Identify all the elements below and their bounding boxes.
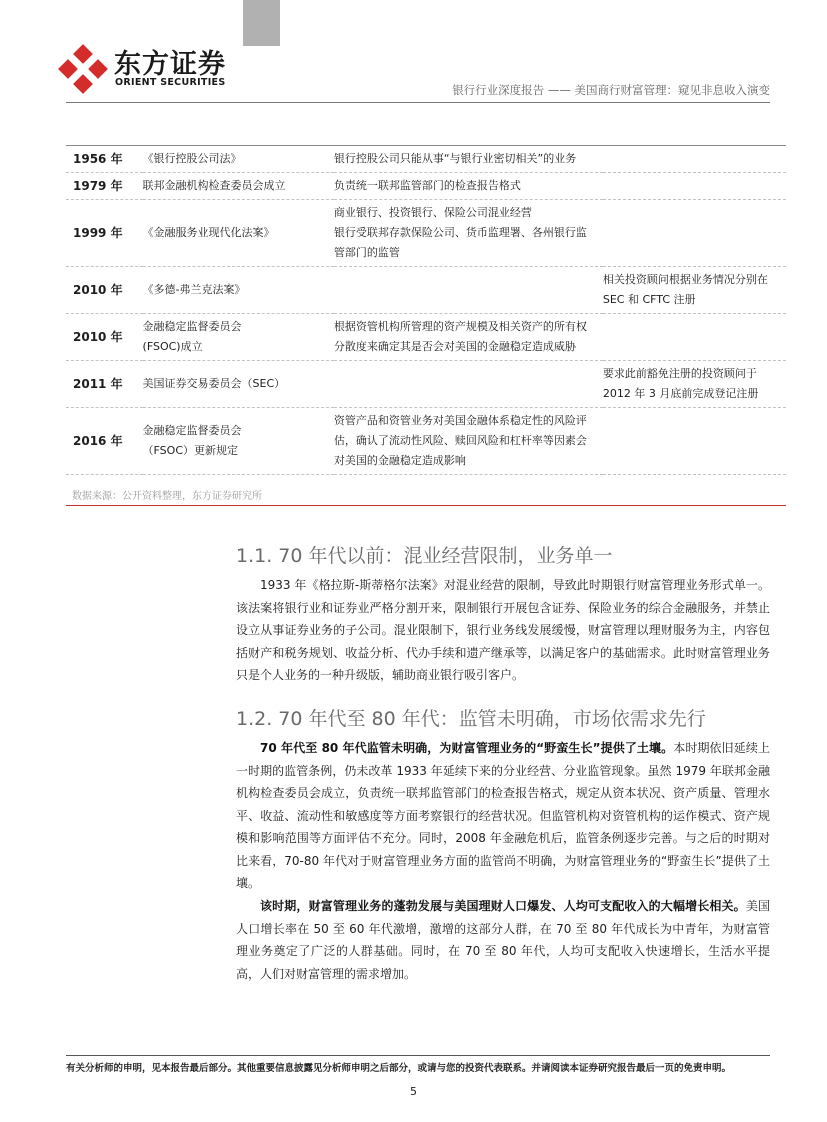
footer-divider: [66, 1055, 770, 1056]
paragraph-1-lead: 70 年代至 80 年代监管未明确，为财富管理业务的“野蛮生长”提供了土壤。: [260, 741, 674, 755]
table-bottom-rule: [66, 505, 786, 506]
note-cell: [603, 314, 786, 361]
paragraph-2-lead: 该时期，财富管理业务的蓬勃发展与美国理财人口爆发、人均可支配收入的大幅增长相关。: [260, 899, 746, 913]
content-cell-line: 商业银行、投资银行、保险公司混业经营: [333, 206, 532, 219]
law-cell: [143, 314, 334, 361]
content-cell-line: 根据资管机构所管理的资产规模及相关资产的所有权: [333, 320, 587, 333]
section-1-2-paragraph-1: [236, 737, 770, 895]
paragraph-2-body: 美国人口增长率在 50 至 60 年代激增，激增的这部分人群，在 70 至 80 年代成长为中青年，为财富管理业务奠定了广泛的人群基础。同时，在 70 至 80 年代，人均可支配收入快速增长，生活水平提高，人们对财富管理的需求增加。: [236, 899, 770, 981]
content-cell: [334, 173, 603, 200]
logo-english-name: ORIENT SECURITIES: [115, 77, 226, 88]
year-cell: 2010 年: [66, 267, 143, 314]
law-cell-line: （FSOC）更新规定: [142, 444, 239, 457]
content-cell-line: 估，确认了流动性风险、赎回风险和杠杆率等因素会: [333, 434, 587, 447]
note-cell: [603, 361, 786, 408]
paragraph-1-body: 本时期依旧延续上一时期的监管条例，仍未改革 1933 年延续下来的分业经营、分业监管现象。虽然 1979 年联邦金融机构检查委员会成立，负责统一联邦监管部门的检查报告格式，规定从资本状况、资产质量、管理水平、收益、流动性和敏感度等方面考察银行的经营状况。但监管机构对资管机构的运作模式、资产规模和影响范围等方面评估不充分。同时，2008 年金融危机后，监管条例逐步完善。与之后的时期对比来看，70-80 年代对于财富管理业务方面的监管尚不明确，为财富管理业务的“野蛮生长”提供了土壤。: [236, 741, 770, 890]
year-cell: 1956 年: [66, 146, 143, 173]
content-cell-line: 管部门的监管: [333, 246, 400, 259]
year-cell: 2016 年: [66, 408, 143, 475]
note-cell: [603, 267, 786, 314]
law-cell: [143, 267, 334, 314]
content-cell-line: 负责统一联邦监管部门的检查报告格式: [333, 179, 521, 192]
table-row: [66, 408, 786, 475]
note-cell: [603, 173, 786, 200]
content-cell: [334, 408, 603, 475]
note-cell-line: 要求此前豁免注册的投资顾问于: [602, 367, 757, 380]
content-cell: [334, 200, 603, 267]
law-cell-line: 《多德-弗兰克法案》: [142, 283, 246, 296]
year-cell: 1979 年: [66, 173, 143, 200]
law-cell-line: 美国证券交易委员会（SEC）: [142, 377, 286, 390]
header-divider: [66, 102, 770, 103]
note-cell-line: 2012 年 3 月底前完成登记注册: [602, 387, 759, 400]
law-cell: [143, 146, 334, 173]
content-cell-line: 分散度来确定其是否会对美国的金融稳定造成威胁: [333, 340, 576, 353]
law-cell-line: 《银行控股公司法》: [142, 152, 242, 165]
law-cell: [143, 408, 334, 475]
table-row: [66, 361, 786, 408]
section-heading-1-1: 1.1. 70 年代以前：混业经营限制，业务单一: [236, 545, 613, 567]
law-cell-line: (FSOC)成立: [142, 340, 203, 353]
regulation-timeline-table: [66, 145, 786, 475]
law-cell: [143, 200, 334, 267]
content-cell: [334, 361, 603, 408]
content-cell-line: 对美国的金融稳定造成影响: [333, 454, 466, 467]
orient-logo-icon: [58, 44, 108, 94]
content-cell: [334, 314, 603, 361]
note-cell-line: SEC 和 CFTC 注册: [602, 293, 696, 306]
section-1-1-paragraph: 1933 年《格拉斯-斯蒂格尔法案》对混业经营的限制，导致此时期银行财富管理业务形式单一。该法案将银行业和证券业严格分割开来，限制银行开展包含证券、保险业务的综合金融服务，并禁止设立从事证券业务的子公司。混业限制下，银行业务线发展缓慢，财富管理以理财服务为主，内容包括财产和税务规划、收益分析、代办手续和遗产继承等，以满足客户的基础需求。此时财富管理业务只是个人业务的一种升级版，辅助商业银行吸引客户。: [236, 578, 770, 682]
table-row: [66, 200, 786, 267]
report-title: 银行行业深度报告 —— 美国商行财富管理：窥见非息收入演变: [452, 83, 770, 97]
table-row: [66, 314, 786, 361]
content-cell-line: 资管产品和资管业务对美国金融体系稳定性的风险评: [333, 414, 587, 427]
content-cell-line: 银行控股公司只能从事“与银行业密切相关”的业务: [333, 152, 577, 165]
table-row: [66, 267, 786, 314]
year-cell: 2011 年: [66, 361, 143, 408]
note-cell-line: 相关投资顾问根据业务情况分别在: [602, 273, 768, 286]
law-cell-line: 金融稳定监督委员会: [142, 320, 242, 333]
law-cell-line: 金融稳定监督委员会: [142, 424, 242, 437]
table-source-note: 数据来源：公开资料整理，东方证券研究所: [72, 491, 262, 502]
year-cell: 1999 年: [66, 200, 143, 267]
section-1-2-paragraph-2: [236, 895, 770, 985]
logo-chinese-name: 东方证券: [114, 49, 226, 80]
law-cell-line: 《金融服务业现代化法案》: [142, 226, 275, 239]
content-cell-line: 银行受联邦存款保险公司、货币监理署、各州银行监: [333, 226, 587, 239]
header-gray-tab: [243, 0, 280, 46]
table-row: [66, 173, 786, 200]
content-cell: [334, 267, 603, 314]
note-cell: [603, 200, 786, 267]
law-cell: [143, 173, 334, 200]
section-heading-1-2: 1.2. 70 年代至 80 年代：监管未明确，市场依需求先行: [236, 708, 706, 730]
year-cell: 2010 年: [66, 314, 143, 361]
note-cell: [603, 408, 786, 475]
footer-disclaimer: 有关分析师的申明，见本报告最后部分。其他重要信息披露见分析师申明之后部分，或请与您的投资代表联系。并请阅读本证券研究报告最后一页的免责申明。: [66, 1063, 732, 1074]
note-cell: [603, 146, 786, 173]
table-row: [66, 146, 786, 173]
law-cell: [143, 361, 334, 408]
law-cell-line: 联邦金融机构检查委员会成立: [142, 179, 286, 192]
content-cell: [334, 146, 603, 173]
page-number: 5: [410, 1085, 417, 1098]
